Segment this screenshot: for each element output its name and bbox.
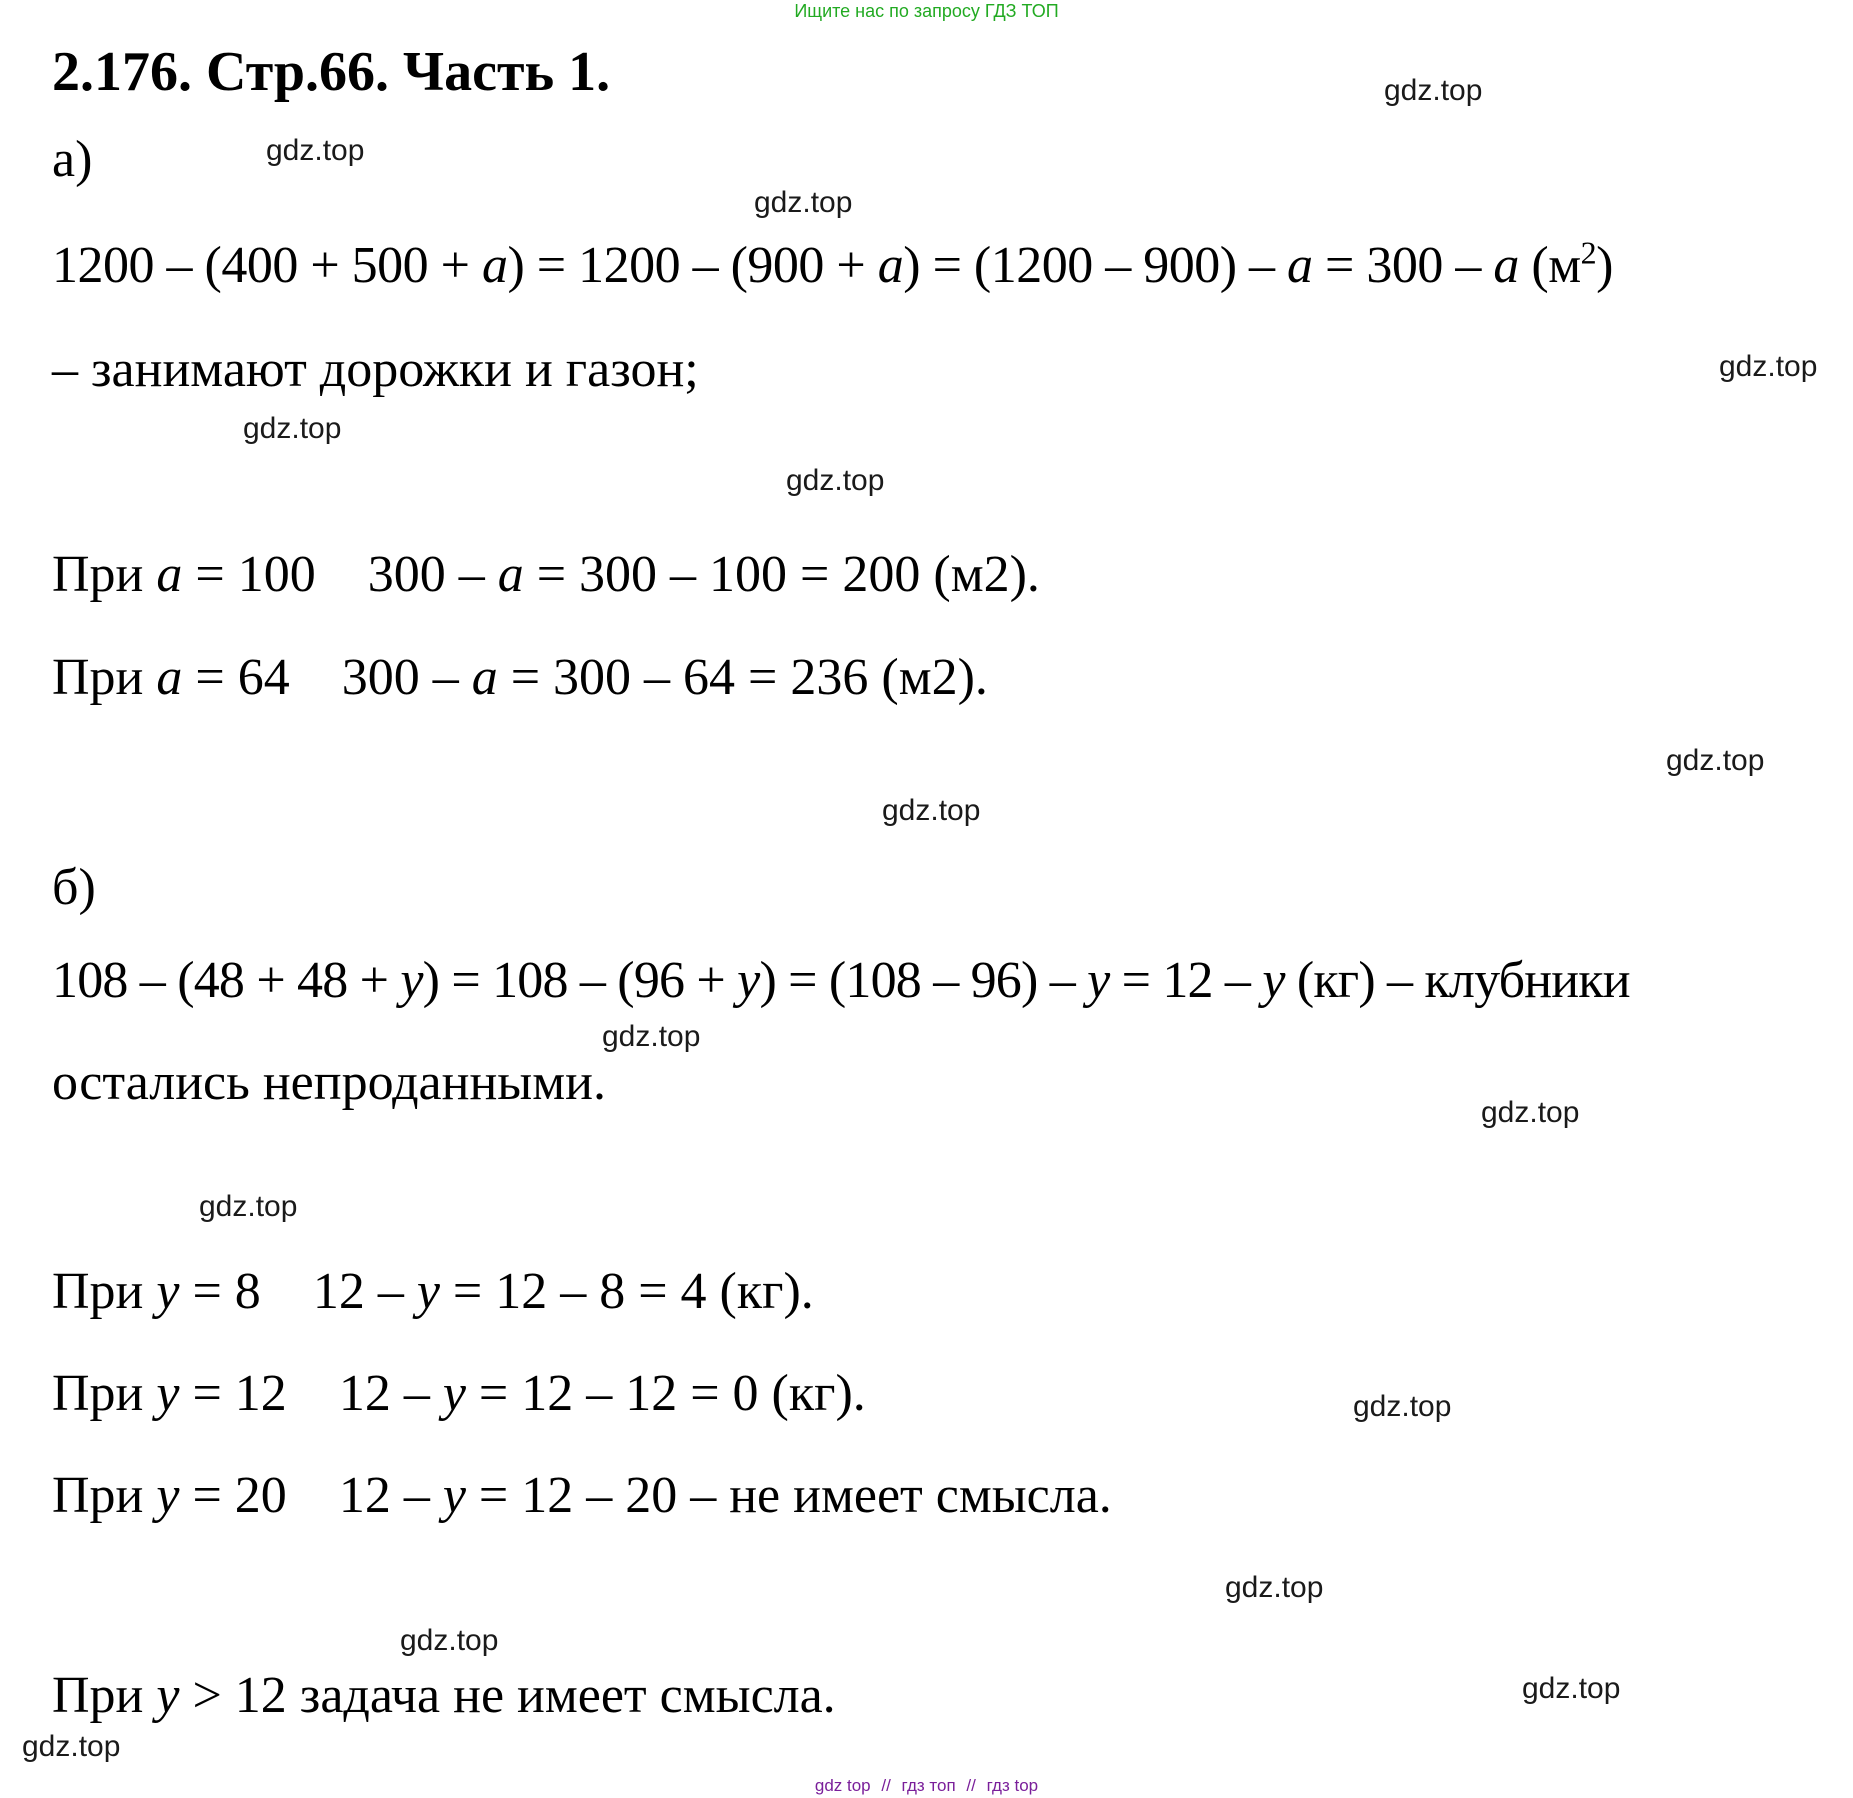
page-title: 2.176. Стр.66. Часть 1. (52, 41, 611, 103)
part-b-final: При у > 12 задача не имеет смысла. (52, 1667, 836, 1724)
footer-item: гдз top (986, 1776, 1039, 1795)
part-b-continuation: остались непроданными. (52, 1054, 606, 1111)
watermark: gdz.top (1666, 744, 1765, 777)
watermark: gdz.top (1481, 1096, 1580, 1129)
footer-separator: // (966, 1776, 976, 1795)
watermark: gdz.top (786, 464, 885, 497)
watermark: gdz.top (882, 794, 981, 827)
watermark: gdz.top (1522, 1672, 1621, 1705)
watermark: gdz.top (400, 1624, 499, 1657)
part-a-equation: 1200 – (400 + 500 + а) = 1200 – (900 + а) = (1200 – 900) – а = 300 – а $(м^2)$ (52, 234, 1613, 294)
watermark: gdz.top (1719, 350, 1818, 383)
part-b-label: б) (52, 859, 96, 916)
watermark: gdz.top (243, 412, 342, 445)
watermark: gdz.top (1353, 1390, 1452, 1423)
part-a-case-2: При а = 64 300 – а = 300 – 64 = 236 (м2). (52, 649, 988, 706)
watermark: gdz.top (754, 186, 853, 219)
watermark: gdz.top (1225, 1571, 1324, 1604)
watermark: gdz.top (22, 1730, 121, 1763)
part-a-label: а) (52, 131, 93, 188)
part-b-case-2: При у = 12 12 – у = 12 – 12 = 0 (кг). (52, 1365, 866, 1422)
part-a-continuation: – занимают дорожки и газон; (52, 341, 699, 398)
footer-separator: // (881, 1776, 891, 1795)
watermark: gdz.top (266, 134, 365, 167)
watermark: gdz.top (1384, 74, 1483, 107)
part-b-case-1: При у = 8 12 – у = 12 – 8 = 4 (кг). (52, 1263, 814, 1320)
watermark: gdz.top (602, 1020, 701, 1053)
top-banner: Ищите нас по запросу ГДЗ ТОП (794, 1, 1059, 21)
part-b-case-3: При у = 20 12 – у = 12 – 20 – не имеет смысла. (52, 1467, 1112, 1524)
footer-item: гдз топ (901, 1776, 956, 1795)
watermark: gdz.top (199, 1190, 298, 1223)
part-a-case-1: При а = 100 300 – а = 300 – 100 = 200 (м2). (52, 546, 1040, 603)
footer-item: gdz top (814, 1776, 871, 1795)
part-b-equation: 108 – (48 + 48 + у) = 108 – (96 + у) = (108 – 96) – у = 12 – у (кг) – клубники (52, 952, 1630, 1009)
footer (0, 1776, 1853, 1796)
